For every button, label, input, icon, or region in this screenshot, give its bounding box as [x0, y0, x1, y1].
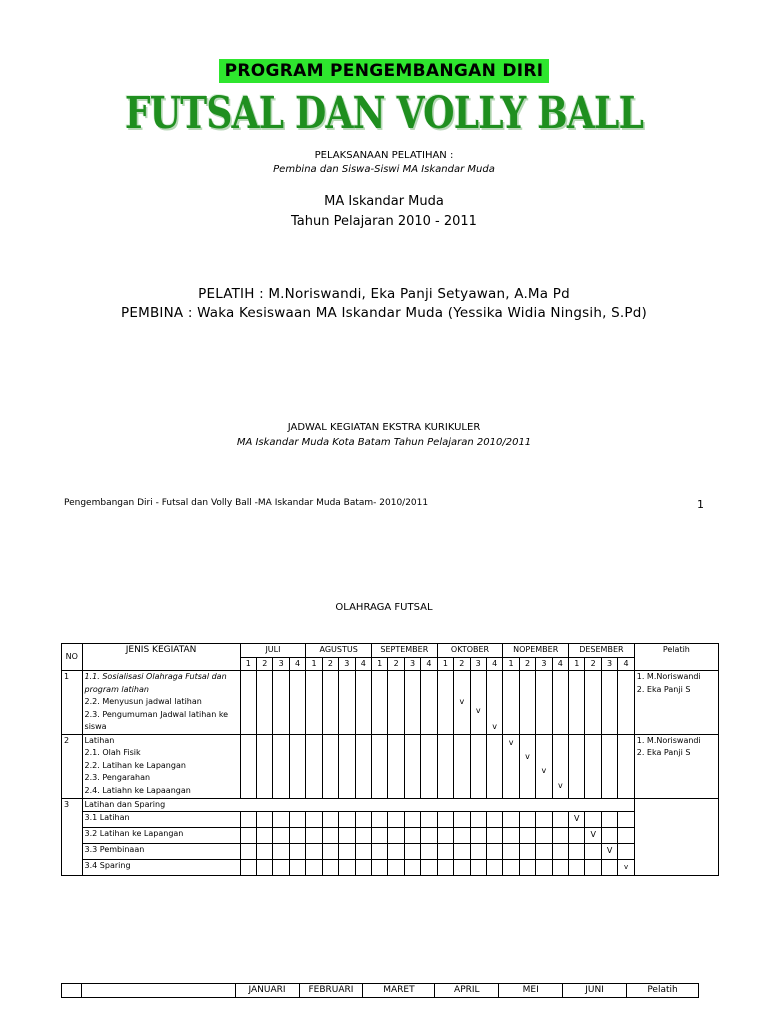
schedule-cell: [273, 860, 289, 876]
week-num: 2: [519, 657, 535, 671]
month-header: MEI: [499, 984, 563, 998]
row-kegiatan: [82, 734, 240, 798]
pelatih-name: 1. M.Noriswandi: [636, 672, 701, 681]
month-header: DESEMBER: [569, 644, 635, 658]
check-mark: v: [557, 780, 563, 790]
schedule-cell: [355, 812, 371, 828]
schedule-cell: [355, 671, 371, 735]
week-num: 1: [569, 657, 585, 671]
schedule-cell: [404, 734, 420, 798]
schedule-cell: [470, 671, 486, 735]
schedule-cell: [585, 844, 601, 860]
schedule-cell: [404, 828, 420, 844]
schedule-cell: [388, 671, 404, 735]
schedule-cell: [306, 860, 322, 876]
week-num: 2: [388, 657, 404, 671]
schedule-cell: [322, 812, 338, 828]
schedule-cell: [503, 828, 519, 844]
schedule-cell: [552, 828, 568, 844]
schedule-cell: [601, 812, 617, 828]
pelaksanaan-label: PELAKSANAAN PELATIHAN :: [314, 150, 454, 161]
week-num: 1: [437, 657, 453, 671]
schedule-cell: [273, 734, 289, 798]
schedule-cell: [503, 860, 519, 876]
schedule-cell: [339, 860, 355, 876]
schedule-cell: [404, 844, 420, 860]
schedule-cell: [289, 860, 305, 876]
table-header-row: [62, 644, 719, 658]
schedule-cell: [503, 812, 519, 828]
week-num: 2: [585, 657, 601, 671]
schedule-cell: [569, 828, 585, 844]
schedule-cell: [503, 844, 519, 860]
schedule-cell: [421, 671, 437, 735]
schedule-cell: [618, 844, 634, 860]
jadwal-title: JADWAL KEGIATAN EKSTRA KURIKULER: [287, 422, 481, 433]
schedule-cell: [437, 828, 453, 844]
month-header: FEBRUARI: [299, 984, 363, 998]
section-title: OLAHRAGA FUTSAL: [335, 602, 433, 613]
page-number: 1: [697, 498, 704, 511]
schedule-cell: [240, 860, 256, 876]
schedule-cell: [306, 812, 322, 828]
week-num: 1: [306, 657, 322, 671]
table-row: [62, 844, 719, 860]
schedule-cell: [322, 828, 338, 844]
month-header: AGUSTUS: [306, 644, 372, 658]
schedule-cell: [355, 860, 371, 876]
schedule-cell: [618, 828, 634, 844]
week-num: 4: [486, 657, 502, 671]
week-num: 3: [339, 657, 355, 671]
schedule-cell: [536, 734, 552, 798]
schedule-cell: [454, 860, 470, 876]
schedule-cell: [454, 828, 470, 844]
schedule-cell: [273, 844, 289, 860]
program-title: PROGRAM PENGEMBANGAN DIRI: [219, 59, 550, 83]
check-mark: V: [574, 814, 580, 824]
schedule-cell: [585, 828, 601, 844]
schedule-cell: [519, 828, 535, 844]
week-num: 2: [257, 657, 273, 671]
schedule-cell: [470, 812, 486, 828]
schedule-cell: [421, 812, 437, 828]
schedule-cell: [536, 860, 552, 876]
schedule-cell: [257, 860, 273, 876]
pelatih-name: 2. Eka Panji S: [636, 748, 691, 757]
program-title-wrap: [0, 59, 768, 83]
schedule-cell: [569, 812, 585, 828]
schedule-cell: [388, 734, 404, 798]
pelatih-name: 2. Eka Panji S: [636, 684, 691, 694]
schedule-cell: [437, 860, 453, 876]
row-item: 2.2. Menyusun jadwal latihan: [84, 697, 202, 706]
schedule-cell: [569, 671, 585, 735]
schedule-cell: [355, 844, 371, 860]
row-item: 3.1 Latihan: [82, 812, 240, 828]
schedule-cell: [306, 828, 322, 844]
schedule-cell: [257, 828, 273, 844]
pelatih-header: Pelatih: [627, 984, 699, 998]
schedule-cell: [404, 812, 420, 828]
no-header: NO: [62, 644, 83, 671]
schedule-cell: [240, 828, 256, 844]
schedule-cell: [289, 844, 305, 860]
row-item: Latihan dan Sparing: [82, 798, 634, 812]
schedule-cell: [421, 828, 437, 844]
table-row: [62, 828, 719, 844]
schedule-cell: [437, 844, 453, 860]
check-mark: V: [606, 846, 613, 856]
row-no: 2: [62, 734, 83, 798]
schedule-cell: [486, 734, 502, 798]
week-num: 4: [421, 657, 437, 671]
check-mark: v: [475, 706, 481, 715]
schedule-cell: [257, 844, 273, 860]
row-pelatih-empty: [634, 798, 718, 876]
schedule-cell: [371, 812, 387, 828]
schedule-cell: [569, 844, 585, 860]
schedule-cell: [519, 812, 535, 828]
schedule-cell: [273, 812, 289, 828]
empty-cell: [62, 984, 82, 998]
schedule-cell: [339, 671, 355, 735]
schedule-cell: [601, 671, 617, 735]
schedule-cell: [618, 860, 634, 876]
row-item: Latihan: [84, 735, 115, 745]
row-item: 1.1. Sosialisasi Olahraga Futsal dan program latihan: [84, 672, 227, 694]
row-item: 2.2. Latihan ke Lapangan: [84, 760, 186, 770]
schedule-cell: [519, 734, 535, 798]
schedule-cell: [371, 844, 387, 860]
schedule-cell: [585, 734, 601, 798]
schedule-cell: [257, 812, 273, 828]
school-year: Tahun Pelajaran 2010 - 2011: [291, 214, 477, 229]
schedule-cell: [552, 844, 568, 860]
schedule-cell: [355, 828, 371, 844]
month-header: APRIL: [435, 984, 499, 998]
schedule-cell: [388, 860, 404, 876]
page-footer: [64, 498, 704, 511]
schedule-cell: [240, 671, 256, 735]
schedule-cell: [618, 671, 634, 735]
pelaksanaan-detail: Pembina dan Siswa-Siswi MA Iskandar Muda: [273, 164, 495, 175]
futsal-schedule-table: [61, 643, 719, 876]
schedule-cell: [421, 844, 437, 860]
school-name: MA Iskandar Muda: [324, 194, 444, 209]
schedule-cell: [552, 812, 568, 828]
schedule-cell: [322, 844, 338, 860]
row-item: 2.3. Pengumuman Jadwal latihan ke siswa: [84, 709, 229, 731]
schedule-cell: [536, 844, 552, 860]
week-num: 3: [536, 657, 552, 671]
schedule-cell: [618, 812, 634, 828]
pelatih-header: Pelatih: [634, 644, 718, 671]
schedule-cell: [569, 734, 585, 798]
check-mark: v: [525, 751, 530, 761]
table-row: [62, 812, 719, 828]
week-num: 3: [273, 657, 289, 671]
check-mark: v: [459, 697, 465, 706]
schedule-cell: [257, 671, 273, 735]
schedule-cell: [371, 828, 387, 844]
schedule-cell: [486, 844, 502, 860]
schedule-cell: [240, 844, 256, 860]
schedule-cell: [454, 844, 470, 860]
month-header: NOPEMBER: [503, 644, 569, 658]
schedule-cell: [552, 671, 568, 735]
schedule-cell: [519, 671, 535, 735]
pelatih-name: 1. M.Noriswandi: [636, 735, 701, 745]
schedule-cell: [339, 828, 355, 844]
schedule-cell: [486, 860, 502, 876]
row-item: 2.4. Latiahn ke Lapaangan: [84, 785, 191, 795]
row-item: 3.4 Sparing: [82, 860, 240, 876]
schedule-cell: [355, 734, 371, 798]
empty-cell: [81, 984, 235, 998]
row-item: 2.3. Pengarahan: [84, 773, 151, 782]
week-num: 3: [404, 657, 420, 671]
table-row: [62, 798, 719, 812]
table-row: [62, 860, 719, 876]
schedule-cell: [503, 734, 519, 798]
schedule-cell: [240, 812, 256, 828]
schedule-cell: [371, 860, 387, 876]
schedule-cell: [371, 671, 387, 735]
schedule-cell: [273, 671, 289, 735]
schedule-cell: [552, 734, 568, 798]
check-mark: V: [590, 830, 596, 840]
schedule-cell: [601, 844, 617, 860]
schedule-cell: [536, 671, 552, 735]
schedule-cell: [601, 734, 617, 798]
schedule-cell: [388, 844, 404, 860]
month-header: MARET: [363, 984, 435, 998]
schedule-cell: [454, 812, 470, 828]
schedule-cell: [289, 828, 305, 844]
schedule-cell: [470, 860, 486, 876]
month-header: JANUARI: [235, 984, 299, 998]
schedule-cell: [306, 734, 322, 798]
table-row: [62, 734, 719, 798]
week-num: 4: [552, 657, 568, 671]
schedule-cell: [454, 671, 470, 735]
schedule-cell: [437, 812, 453, 828]
row-kegiatan: [82, 671, 240, 735]
schedule-cell: [437, 671, 453, 735]
check-mark: v: [623, 863, 629, 872]
schedule-cell: [585, 812, 601, 828]
schedule-cell: [618, 734, 634, 798]
jadwal-subtitle: MA Iskandar Muda Kota Batam Tahun Pelajaran 2010/2011: [236, 437, 532, 448]
week-num: 4: [289, 657, 305, 671]
schedule-cell: [519, 844, 535, 860]
row-item: 2.1. Olah Fisik: [84, 748, 141, 757]
week-num: 2: [322, 657, 338, 671]
schedule-cell: [470, 734, 486, 798]
kegiatan-header: JENIS KEGIATAN: [82, 644, 240, 671]
schedule-cell: [421, 734, 437, 798]
check-mark: v: [492, 722, 498, 731]
second-semester-table: [61, 983, 699, 998]
schedule-cell: [585, 671, 601, 735]
check-mark: v: [541, 765, 547, 775]
schedule-cell: [240, 734, 256, 798]
schedule-cell: [339, 812, 355, 828]
schedule-cell: [388, 828, 404, 844]
schedule-cell: [486, 812, 502, 828]
schedule-cell: [519, 860, 535, 876]
schedule-cell: [339, 734, 355, 798]
schedule-cell: [289, 812, 305, 828]
week-num: 4: [618, 657, 634, 671]
table-header-row: [62, 984, 699, 998]
week-num: 4: [355, 657, 371, 671]
footer-text: Pengembangan Diri - Futsal dan Volly Ball -MA Iskandar Muda Batam- 2010/2011: [64, 498, 429, 508]
pelatih-line: PELATIH : M.Noriswandi, Eka Panji Setyawan, A.Ma Pd: [198, 286, 570, 302]
month-header: OKTOBER: [437, 644, 503, 658]
schedule-cell: [536, 812, 552, 828]
row-no: 3: [62, 798, 83, 876]
row-pelatih: [634, 671, 718, 735]
schedule-cell: [503, 671, 519, 735]
schedule-cell: [585, 860, 601, 876]
schedule-cell: [552, 860, 568, 876]
schedule-cell: [454, 734, 470, 798]
week-num: 1: [503, 657, 519, 671]
row-no: 1: [62, 671, 83, 735]
table-row: [62, 671, 719, 735]
week-num: 2: [454, 657, 470, 671]
schedule-cell: [437, 734, 453, 798]
schedule-cell: [289, 734, 305, 798]
pembina-line: PEMBINA : Waka Kesiswaan MA Iskandar Muda (Yessika Widia Ningsih, S.Pd): [121, 305, 647, 321]
schedule-cell: [486, 828, 502, 844]
row-item: 3.3 Pembinaan: [82, 844, 240, 860]
schedule-cell: [470, 828, 486, 844]
schedule-cell: [371, 734, 387, 798]
month-header: JULI: [240, 644, 306, 658]
week-num: 3: [470, 657, 486, 671]
row-item: 3.2 Latihan ke Lapangan: [82, 828, 240, 844]
schedule-cell: [257, 734, 273, 798]
month-header: JUNI: [563, 984, 627, 998]
schedule-cell: [470, 844, 486, 860]
schedule-cell: [601, 828, 617, 844]
schedule-cell: [273, 828, 289, 844]
schedule-cell: [322, 860, 338, 876]
schedule-cell: [388, 812, 404, 828]
schedule-cell: [306, 844, 322, 860]
schedule-cell: [289, 671, 305, 735]
schedule-cell: [322, 671, 338, 735]
week-num: 1: [371, 657, 387, 671]
schedule-cell: [339, 844, 355, 860]
schedule-cell: [404, 671, 420, 735]
schedule-cell: [421, 860, 437, 876]
schedule-cell: [536, 828, 552, 844]
schedule-cell: [601, 860, 617, 876]
check-mark: v: [508, 737, 514, 747]
week-num: 3: [601, 657, 617, 671]
row-pelatih: [634, 734, 718, 798]
week-num: 1: [240, 657, 256, 671]
month-header: SEPTEMBER: [371, 644, 437, 658]
main-title: FUTSAL DAN VOLLY BALL: [124, 88, 644, 139]
schedule-cell: [322, 734, 338, 798]
schedule-cell: [306, 671, 322, 735]
schedule-cell: [404, 860, 420, 876]
schedule-cell: [486, 671, 502, 735]
schedule-cell: [569, 860, 585, 876]
